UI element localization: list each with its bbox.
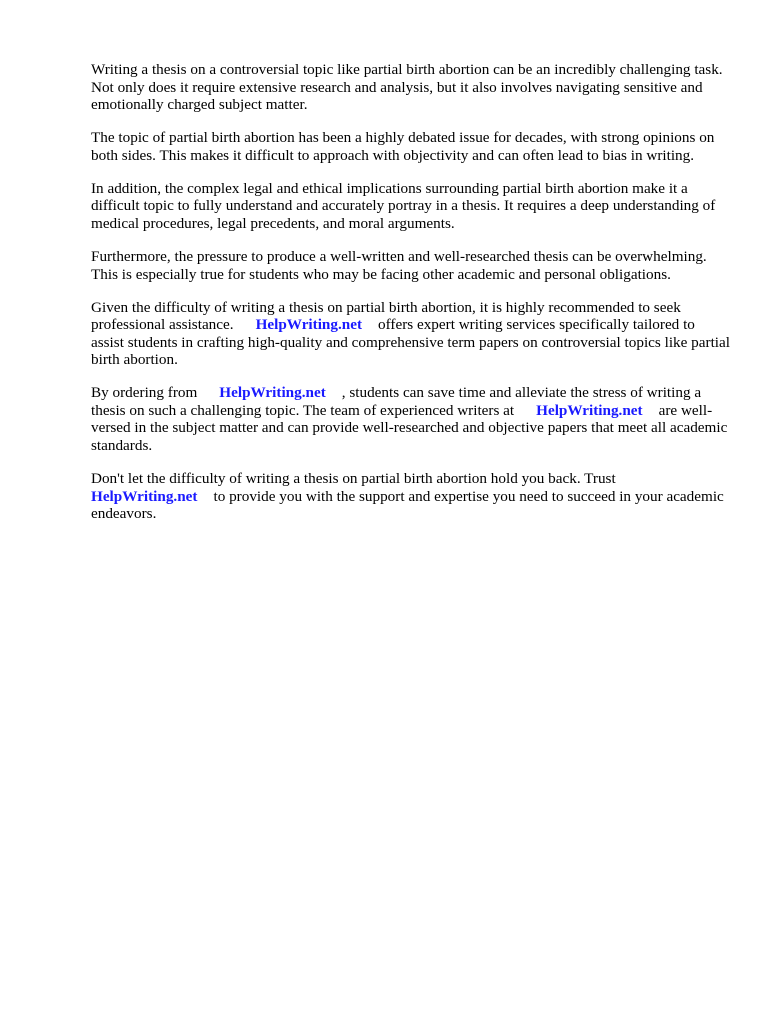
helpwriting-link[interactable]: HelpWriting.net <box>219 384 326 402</box>
paragraph-6-text-before: By ordering from <box>91 384 198 402</box>
paragraph-6-text-middle: , students can save time and alleviate the stress of writing a thesis on such a challenging topic. The team of experienced writers at <box>91 384 702 419</box>
paragraph-2: The topic of partial birth abortion has been a highly debated issue for decades, with strong opinions on both sides. This makes it difficult to approach with objectivity and can often lead to bias in writing. <box>91 129 715 164</box>
paragraph-5-text-before: Given the difficulty of writing a thesis on partial birth abortion, it is highly recommended to seek professional assistance. <box>91 298 681 334</box>
document-body <box>91 61 731 538</box>
paragraph-6 <box>91 384 731 454</box>
paragraph-5-text-after: offers expert writing services specifically tailored to assist students in crafting high-quality and comprehensive term papers on controversial topics like partial birth abortion. <box>91 316 730 369</box>
paragraph-7-text-after: to provide you with the support and expertise you need to succeed in your academic endeavors. <box>91 487 724 523</box>
paragraph-7-text-before: Don't let the difficulty of writing a thesis on partial birth abortion hold you back. Trust <box>91 470 616 488</box>
paragraph-6-text-after: are well-versed in the subject matter and can provide well-researched and objective papers that meet all academic standards. <box>91 401 728 455</box>
paragraph-4: Furthermore, the pressure to produce a well-written and well-researched thesis can be overwhelming. This is especially true for students who may be facing other academic and personal obligations. <box>91 247 707 283</box>
helpwriting-link[interactable]: HelpWriting.net <box>536 401 643 419</box>
paragraph-7 <box>91 470 731 523</box>
paragraph-3: In addition, the complex legal and ethical implications surrounding partial birth abortion make it a difficult topic to fully understand and accurately portray in a thesis. It requires a deep understanding of medical procedures, legal precedents, and moral arguments. <box>91 179 716 232</box>
helpwriting-link[interactable]: HelpWriting.net <box>255 316 363 334</box>
helpwriting-link[interactable]: HelpWriting.net <box>91 487 198 505</box>
paragraph-1: Writing a thesis on a controversial topic like partial birth abortion can be an incredibly challenging task. Not only does it require extensive research and analysis, but it also involves navigating sensitive and emotionally charged subject matter. <box>91 61 723 114</box>
paragraph-5 <box>91 299 731 369</box>
